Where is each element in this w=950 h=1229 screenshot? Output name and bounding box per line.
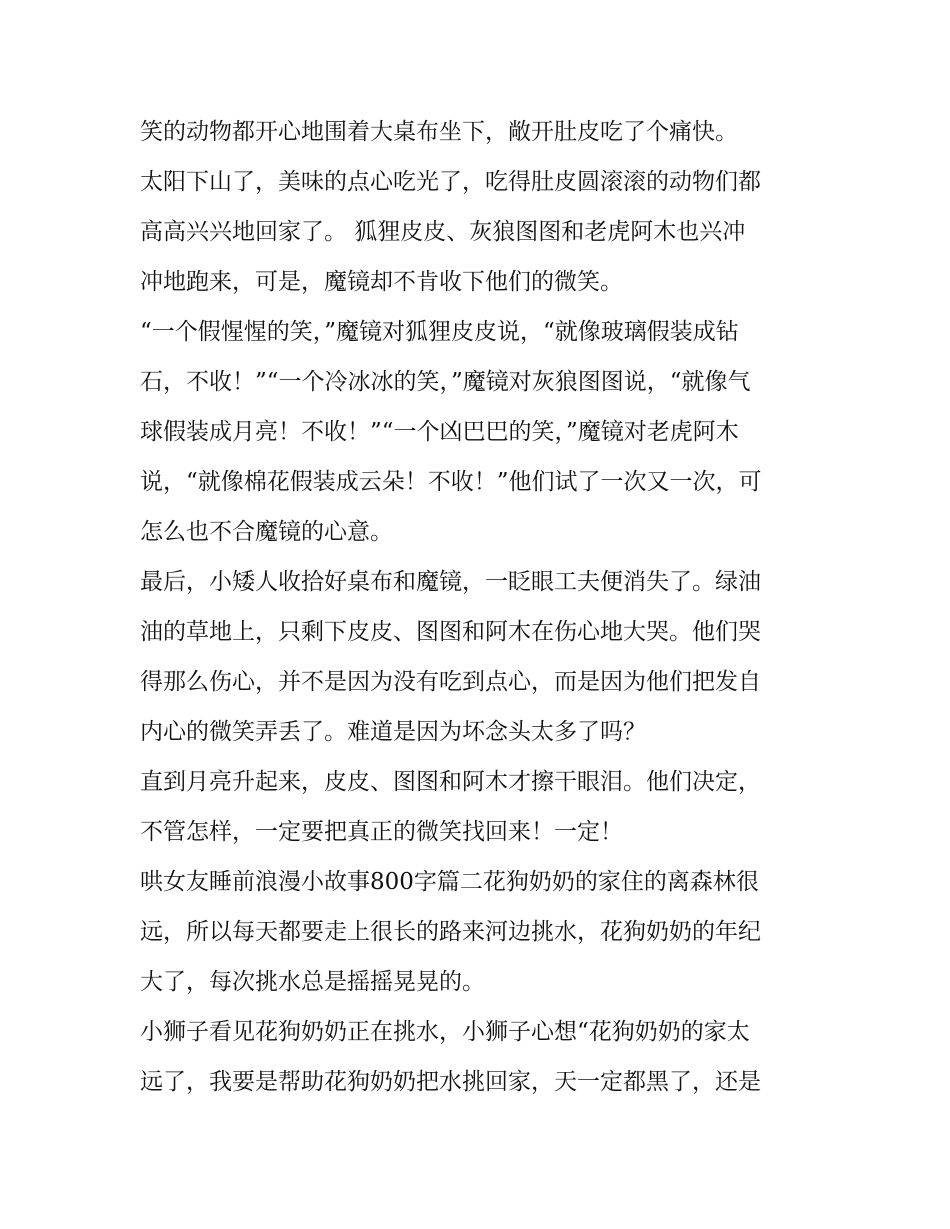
text-line: 最后，小矮人收拾好桌布和魔镜，一眨眼工夫便消失了。绿油 (140, 569, 761, 595)
text-line: 怎么也不合魔镜的心意。 (140, 519, 393, 545)
text-line: 大了，每次挑水总是摇摇晃晃的。 (140, 969, 485, 995)
text-line: 油的草地上，只剩下皮皮、图图和阿木在伤心地大哭。他们哭 (140, 619, 761, 645)
text-line: 球假装成月亮！不收！”“一个凶巴巴的笑，”魔镜对老虎阿木 (140, 419, 739, 445)
text-line: “一个假惺惺的笑，”魔镜对狐狸皮皮说，“就像玻璃假装成钻 (140, 319, 739, 345)
text-line: 石，不收！”“一个冷冰冰的笑，”魔镜对灰狼图图说，“就像气 (140, 369, 751, 395)
text-line: 内心的微笑弄丢了。难道是因为坏念头太多了吗？ (140, 719, 646, 745)
text-line: 小狮子看见花狗奶奶正在挑水，小狮子心想“花狗奶奶的家太 (140, 1019, 750, 1045)
text-line: 太阳下山了，美味的点心吃光了，吃得肚皮圆滚滚的动物们都 (140, 169, 761, 195)
text-line: 远，所以每天都要走上很长的路来河边挑水，花狗奶奶的年纪 (140, 919, 761, 945)
text-line: 得那么伤心，并不是因为没有吃到点心，而是因为他们把发自 (140, 669, 761, 695)
text-line: 冲地跑来，可是，魔镜却不肯收下他们的微笑。 (140, 269, 623, 295)
text-line: 远了，我要是帮助花狗奶奶把水挑回家，天一定都黑了，还是 (140, 1069, 761, 1095)
text-line: 哄女友睡前浪漫小故事800字篇二花狗奶奶的家住的离森林很 (140, 869, 759, 895)
text-line: 不管怎样，一定要把真正的微笑找回来！一定！ (140, 819, 623, 845)
text-line: 高高兴兴地回家了。 狐狸皮皮、灰狼图图和老虎阿木也兴冲 (140, 219, 746, 245)
text-line: 说，“就像棉花假装成云朵！不收！”他们试了一次又一次，可 (140, 469, 762, 495)
text-line: 直到月亮升起来，皮皮、图图和阿木才擦干眼泪。他们决定， (140, 769, 761, 795)
text-line: 笑的动物都开心地围着大桌布坐下，敞开肚皮吃了个痛快。 (140, 119, 738, 145)
